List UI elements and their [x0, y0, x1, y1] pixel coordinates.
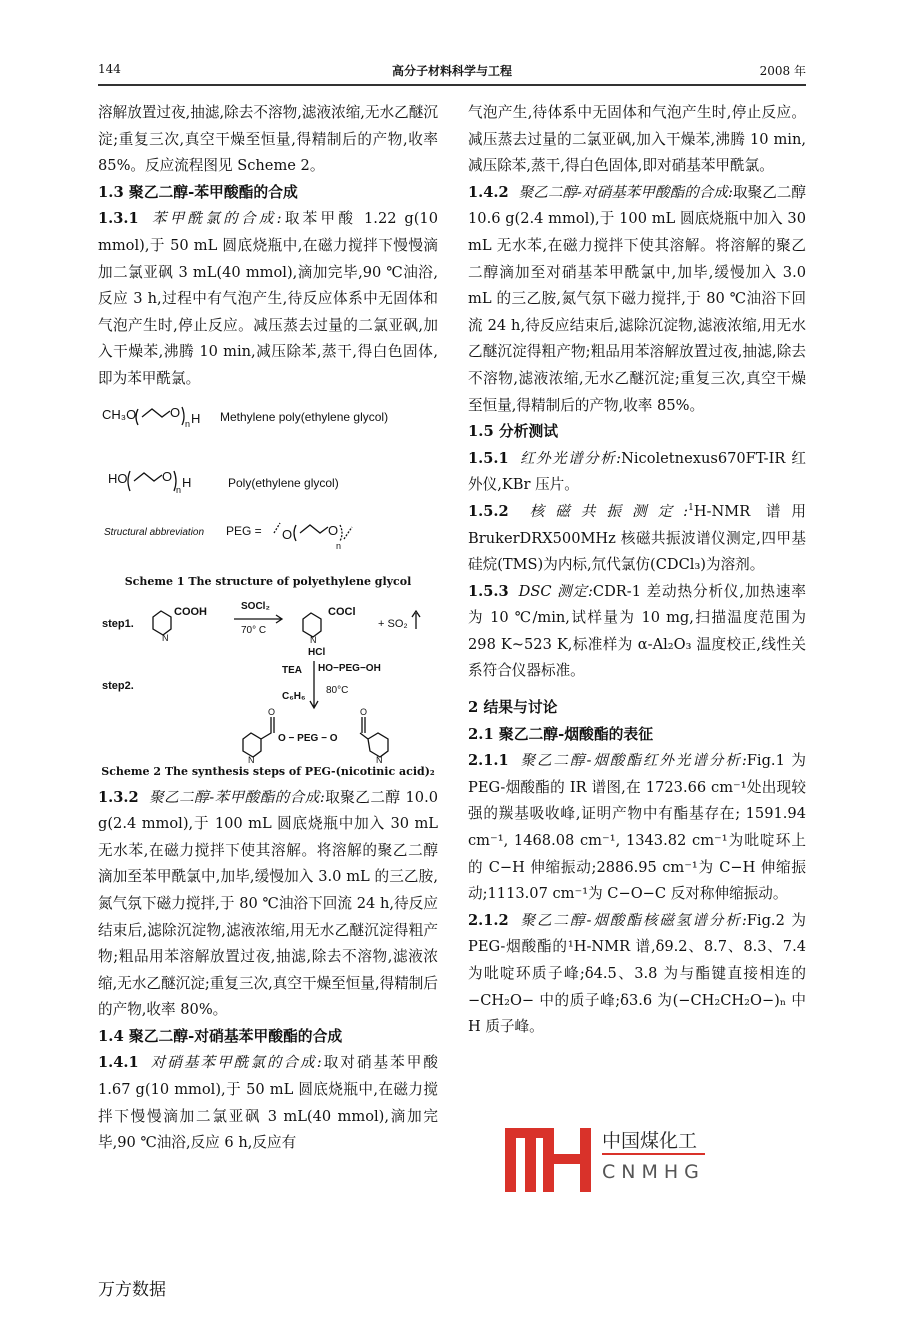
superscript: 1: [688, 503, 694, 514]
svg-text:O: O: [170, 404, 181, 420]
section-heading: 1.3 聚乙二醇-苯甲酸酯的合成: [98, 183, 298, 201]
subsection-body: 取聚乙二醇 10.0 g(2.4 mmol),于 100 mL 圆底烧瓶中加入 30 mL 无水苯,在磁力搅拌下使其溶解。将溶解的聚乙二醇滴加至苯甲酰氯中,加毕,缓慢加入 3.0 mL 的三乙胺,氮气氛下磁力搅拌,于 80 ℃油浴下回流 24 h,待反应结束后,滤除沉淀物,滤液浓缩,用无水乙醚沉淀得粗产物;粗品用苯溶解放置过夜,抽滤,除去不溶物,滤液浓缩,无水乙醚沉淀;重复三次,真空干燥至恒量,得精制后的产物,收率 80%。: [98, 788, 438, 1019]
right-column: [468, 100, 806, 1041]
subsection-1-4-2: [468, 180, 806, 419]
subsection-number: 1.3.1: [98, 210, 139, 228]
svg-text:O: O: [162, 468, 173, 484]
watermark-underline: [602, 1153, 705, 1155]
scheme-1: [98, 393, 438, 593]
running-header: [98, 60, 806, 82]
svg-text:Structural abbreviation: Structural abbreviation: [104, 526, 205, 538]
subsection-title: 聚乙二醇-烟酸酯红外光谱分析:: [518, 752, 747, 770]
watermark-logo: [505, 1128, 820, 1196]
svg-text:COCl: COCl: [328, 605, 356, 618]
subsection-number: 1.4.1: [98, 1054, 139, 1072]
svg-text:O − PEG − O: O − PEG − O: [278, 732, 338, 744]
subsection-body: 取聚乙二醇 10.6 g(2.4 mmol),于 100 mL 圆底烧瓶中加入 30 mL 无水苯,在磁力搅拌下使其溶解。将溶解的聚乙二醇滴加至对硝基苯甲酰氯中,加毕,缓慢加入 3.0 mL 的三乙胺,氮气氛下磁力搅拌,于 80 ℃油浴下回流 24 h,待反应结束后,滤除沉淀物,滤液浓缩,用无水乙醚沉淀得粗产物;粗品用苯溶解放置过夜,抽滤,除去不溶物,滤液浓缩,无水乙醚沉淀;重复三次,真空干燥至恒量,得精制后的产物,收率 85%。: [468, 183, 806, 414]
scheme-1-caption: Scheme 1 The structure of polyethylene glycol: [124, 574, 412, 588]
subsection-1-3-1: [98, 206, 438, 392]
subsection-title: 核磁共振测定:: [518, 502, 689, 520]
svg-text:N: N: [162, 632, 169, 643]
subsection-number: 2.1.1: [468, 752, 509, 770]
subsection-1-5-1: [468, 446, 806, 499]
svg-text:O: O: [268, 706, 276, 717]
svg-text:HO: HO: [108, 470, 128, 486]
svg-text:N: N: [376, 754, 383, 763]
svg-text:+ SO₂: + SO₂: [378, 617, 408, 630]
header-rule: [98, 84, 806, 86]
subsection-body: CDR-1 差动热分析仪,加热速率为 10 ℃/min,试样量为 10 mg,扫描温度范围为 298 K~523 K,标准样为 α-Al₂O₃ 温度校正,线性关系符合仪器标准。: [468, 582, 806, 680]
subsection-title: 苯甲酰氯的合成:: [148, 210, 282, 228]
subsection-title: 对硝基苯甲酰氯的合成:: [148, 1054, 322, 1072]
subsection-number: 1.5.2: [468, 502, 509, 520]
year: 2008 年: [759, 64, 806, 78]
svg-text:HCl: HCl: [308, 646, 326, 658]
subsection-number: 1.5.3: [468, 582, 509, 600]
watermark-en: CNMHG: [602, 1161, 705, 1183]
paragraph: 溶解放置过夜,抽滤,除去不溶物,滤液浓缩,无水乙醚沉淀;重复三次,真空干燥至恒量,得精制后的产物,收率85%。反应流程图见 Scheme 2。: [98, 104, 438, 175]
scheme-2: [98, 593, 438, 785]
svg-text:70° C: 70° C: [241, 624, 267, 636]
subsection-2-1-2: [468, 908, 806, 1041]
svg-text:O: O: [360, 706, 368, 717]
svg-text:N: N: [248, 754, 255, 763]
mpeg-name: Methylene poly(ethylene glycol): [220, 409, 389, 424]
paragraph: 气泡产生,待体系中无固体和气泡产生时,停止反应。减压蒸去过量的二氯亚砜,加入干燥苯,沸腾 10 min,减压除苯,蒸干,得白色固体,即对硝基苯甲酰氯。: [468, 104, 806, 175]
subsection-body: Nicoletnexus670FT-IR 红外仪,KBr 压片。: [468, 449, 807, 494]
svg-text:TEA: TEA: [282, 664, 302, 676]
svg-text:n: n: [185, 418, 191, 429]
scheme-2-caption: Scheme 2 The synthesis steps of PEG-(nicotinic acid)₂: [101, 764, 435, 778]
subsection-number: 1.4.2: [468, 183, 509, 201]
subsection-2-1-1: [468, 748, 806, 908]
svg-text:O: O: [328, 522, 339, 538]
svg-text:C₆H₆: C₆H₆: [282, 690, 306, 702]
section-heading: 2.1 聚乙二醇-烟酸酯的表征: [468, 725, 654, 743]
svg-text:PEG =: PEG =: [226, 523, 262, 538]
subsection-body: H-NMR 谱用 BrukerDRX500MHz 核磁共振波谱仪测定,四甲基硅烷(TMS)为内标,氘代氯仿(CDCl₃)为溶剂。: [468, 502, 807, 574]
scheme-1-structures: [98, 393, 438, 573]
watermark-cn: 中国煤化工: [602, 1126, 699, 1153]
subsection-body: 取对硝基苯甲酸 1.67 g(10 mmol),于 50 mL 圆底烧瓶中,在磁力搅拌下慢慢滴加二氯亚砜 3 mL(40 mmol),滴加完毕,90 ℃油浴,反应 6 h,反应有: [98, 1054, 438, 1152]
peg-name: Poly(ethylene glycol): [228, 475, 339, 490]
svg-text:H: H: [191, 410, 201, 426]
scheme-2-reaction: [98, 593, 438, 763]
svg-text:step2.: step2.: [102, 679, 134, 692]
svg-text:step1.: step1.: [102, 617, 134, 630]
subsection-1-5-3: [468, 579, 806, 685]
svg-text:80°C: 80°C: [326, 684, 349, 696]
subsection-body: Fig.2 为 PEG-烟酸酯的¹H-NMR 谱,δ9.2、8.7、8.3、7.4 为吡啶环质子峰;δ4.5、3.8 为与酯键直接相连的 −CH₂O− 中的质子峰;δ3.6 为(−CH₂CH₂O−)ₙ 中 H 质子峰。: [468, 911, 806, 1036]
subsection-number: 2.1.2: [468, 911, 509, 929]
section-heading: 2 结果与讨论: [468, 699, 558, 717]
subsection-body: Fig.1 为 PEG-烟酸酯的 IR 谱图,在 1723.66 cm⁻¹处出现较强的羰基吸收峰,证明产物中有酯基存在; 1591.94 cm⁻¹, 1468.08 cm⁻¹, 1343.82 cm⁻¹为吡啶环上的 C−H 伸缩振动;2886.95 cm⁻¹为 C−H 伸缩振动;1113.07 cm⁻¹为 C−O−C 反对称伸缩振动。: [468, 752, 806, 903]
subsection-number: 1.3.2: [98, 788, 139, 806]
subsection-title: 聚乙二醇-烟酸酯核磁氢谱分析:: [518, 911, 747, 929]
subsection-1-4-1: [98, 1050, 438, 1156]
section-heading: 1.4 聚乙二醇-对硝基苯甲酸酯的合成: [98, 1027, 343, 1045]
svg-text:CH₃O: CH₃O: [102, 406, 137, 422]
svg-text:O: O: [282, 526, 293, 542]
subsection-title: 聚乙二醇-对硝基苯甲酸酯的合成:: [518, 183, 733, 201]
subsection-title: 聚乙二醇-苯甲酸酯的合成:: [148, 788, 325, 806]
svg-text:COOH: COOH: [174, 605, 207, 618]
footer-source: 万方数据: [98, 1280, 166, 1300]
page-number: 144: [98, 62, 121, 76]
subsection-title: 红外光谱分析:: [518, 449, 622, 467]
subsection-number: 1.5.1: [468, 449, 509, 467]
mh-logo-icon: [505, 1128, 591, 1192]
subsection-body: 取苯甲酸 1.22 g(10 mmol),于 50 mL 圆底烧瓶中,在磁力搅拌下慢慢滴加二氯亚砜 3 mL(40 mmol),滴加完毕,90 ℃油浴,反应 3 h,过程中有气泡产生,待反应体系中无固体和气泡产生时,停止反应。减压蒸去过量的二氯亚砜,加入干燥苯,沸腾 10 min,减压除苯,蒸干,得白色固体,即为苯甲酰氯。: [98, 210, 438, 387]
subsection-1-5-2: [468, 499, 806, 579]
journal-title: 高分子材料科学与工程: [391, 64, 512, 78]
svg-text:n: n: [176, 484, 182, 495]
left-column: [98, 100, 438, 1157]
subsection-1-3-2: [98, 785, 438, 1024]
section-heading: 1.5 分析测试: [468, 423, 559, 441]
svg-text:SOCl₂: SOCl₂: [241, 600, 270, 612]
svg-text:HO−PEG−OH: HO−PEG−OH: [318, 662, 381, 674]
svg-text:N: N: [310, 634, 317, 645]
svg-text:H: H: [182, 474, 192, 490]
subsection-title: DSC 测定:: [518, 582, 593, 600]
svg-text:n: n: [336, 540, 342, 551]
